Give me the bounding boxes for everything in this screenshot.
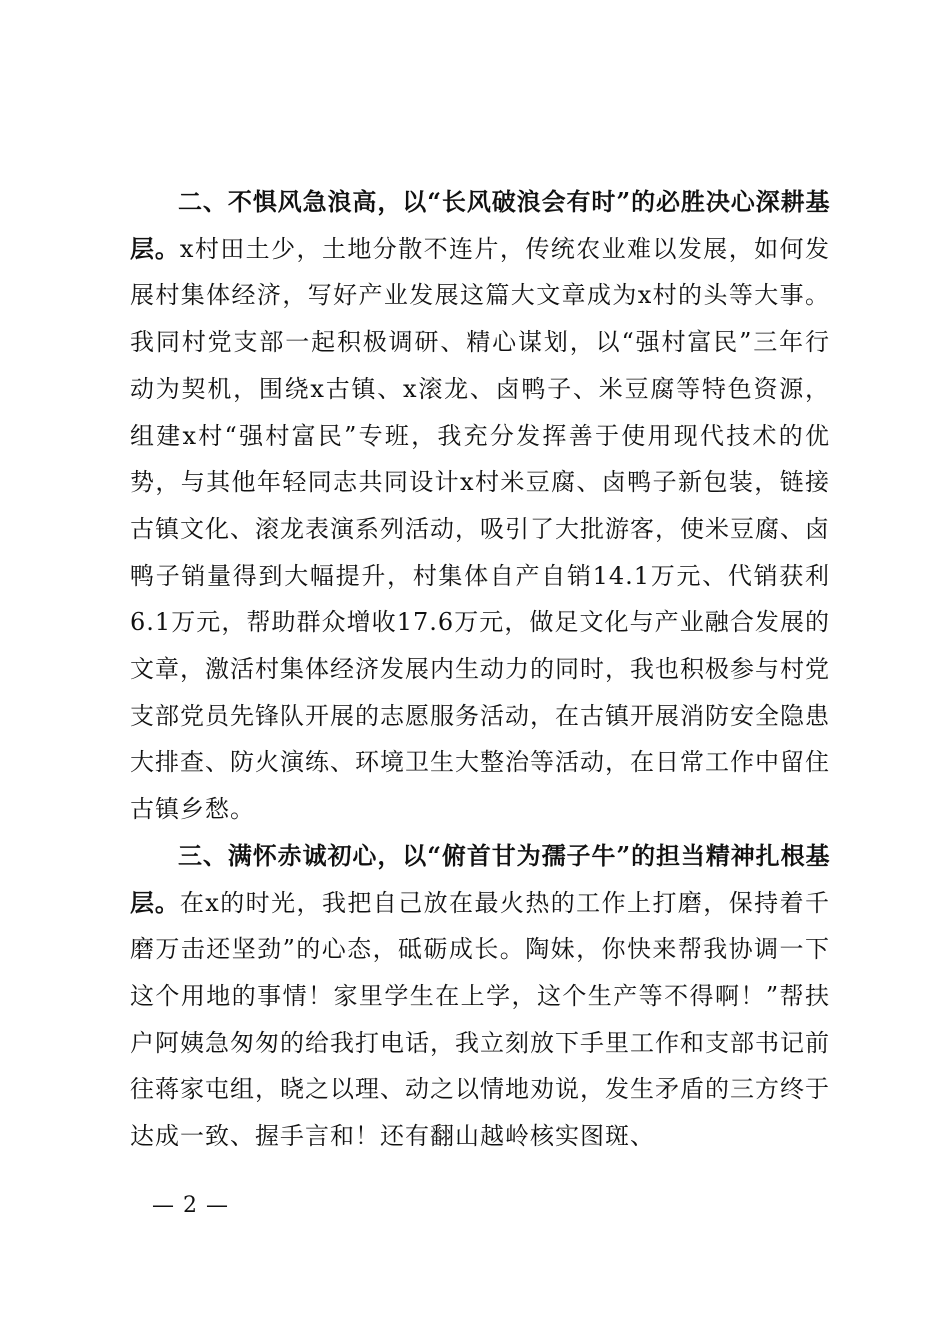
section-2-body: x村田土少，土地分散不连片，传统农业难以发展，如何发展村集体经济，写好产业发展这篇大文章成为x村的头等大事。我同村党支部一起积极调研、精心谋划，以“强村富民”三年行动为契机，围绕x古镇、x滚龙、卤鸭子、米豆腐等特色资源，组建x村“强村富民”专班，我充分发挥善于使用现代技术的优势，与其他年轻同志共同设计x村米豆腐、卤鸭子新包装，链接古镇文化、滚龙表演系列活动，吸引了大批游客，使米豆腐、卤鸭子销量得到大幅提升，村集体自产自销14.1万元、代销获利6.1万元，帮助群众增收17.6万元，做足文化与产业融合发展的文章，激活村集体经济发展内生动力的同时，我也积极参与村党支部党员先锋队开展的志愿服务活动，在古镇开展消防安全隐患大排查、防火演练、环境卫生大整治等活动，在日常工作中留住古镇乡愁。 bbox=[130, 234, 830, 824]
document-body bbox=[130, 179, 830, 1160]
section-2-paragraph bbox=[130, 179, 830, 833]
page-number: — 2 — bbox=[152, 1193, 229, 1218]
section-2-heading: 二、不惧风急浪高，以“长风破浪会有时”的必胜决心深耕基层。 bbox=[130, 187, 830, 263]
section-3-heading: 三、满怀赤诚初心，以“俯首甘为孺子牛”的担当精神扎根基层。 bbox=[130, 840, 830, 917]
section-3-paragraph bbox=[130, 833, 830, 1160]
section-3-body: 在x的时光，我把自己放在最火热的工作上打磨，保持着千磨万击还坚劲”的心态，砥砺成长。陶妹，你快来帮我协调一下这个用地的事情！家里学生在上学，这个生产等不得啊！”帮扶户阿姨急匆匆的给我打电话，我立刻放下手里工作和支部书记前往蒋家屯组，晓之以理、动之以情地劝说，发生矛盾的三方终于达成一致、握手言和！还有翻山越岭核实图斑、 bbox=[130, 888, 830, 1151]
